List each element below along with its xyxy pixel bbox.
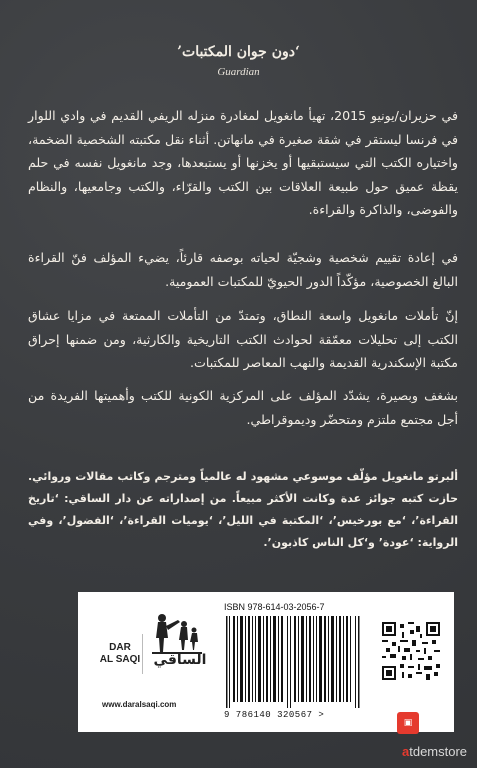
watermark-prefix: a: [402, 744, 410, 759]
barcode-icon: [224, 616, 364, 708]
logo-divider: [142, 634, 143, 674]
store-badge-icon: ▣: [397, 712, 419, 734]
author-bio: ألبرتو مانغويل مؤلّف موسوعي مشهود له عالمياً ومترجم وكاتب مقالات وروائي. حازت كتبه جوائز عدة وكانت الأكثر مبيعاً. من إصداراته عن دار الساقي: ‘تاريخ القراءة’، ‘مع بورخيس’، ‘المكتبة في الليل’، ‘يوميات القراءة’، ‘الفضول’، وفي الرواية: ‘عودة’ و‘كل الناس كاذبون’.: [28, 470, 458, 549]
isbn-label: ISBN 978-614-03-2056-7: [224, 602, 325, 612]
publisher-website: www.daralsaqi.com: [102, 700, 177, 709]
publisher-logo-line1: DAR: [109, 642, 131, 653]
press-source: Guardian: [217, 66, 260, 78]
blurb-paragraph-4: بشغف وبصيرة، يشدّد المؤلف على المركزية الكونية للكتب وأهميتها الفريدة من أجل مجتمع ملتزم ومتحضّر وديموقراطي.: [28, 388, 458, 427]
publisher-logo-latin: [96, 642, 144, 666]
qr-code-icon: [382, 622, 440, 680]
press-quote: ‘دون جوان المكتبات’: [177, 44, 300, 60]
blurb-paragraph-1: في حزيران/يونيو 2015، تهيأ مانغويل لمغادرة منزله الريفي القديم في وادي اللوار في فرنسا ليستقر في شقة صغيرة في مانهاتن. أثناء نقل مكتبته الشخصية الضخمة، واختياره الكتب التي سيستبقيها أو يخزنها أو يستبعدها، وجد مانغويل نفسه في حلم يقظة عميق حول طبيعة العلاقات بين الكتب والقرّاء، والكتب وجامعيها، والنظام والفوضى، والذاكرة والقراءة.: [28, 108, 458, 217]
store-watermark: [402, 744, 467, 759]
blurb-paragraph-2: في إعادة تقييم شخصية وشجيّة لحياته بوصفه قارئاً، يضيء المؤلف فنّ القراءة البالغ الخصوصية، مؤكّداً الدور الحيويّ للمكتبات العمومية.: [28, 250, 458, 289]
blurb-paragraph-3: إنّ تأملات مانغويل واسعة النطاق، وتمتدّ من التأملات الممتعة في مزايا عشاق الكتب إلى تحليلات معمّقة لحوادث الكتب التاريخية والكارثية، ومن ضمنها إحراق مكتبة الإسكندرية القديمة والنهب المعاصر للمكتبات.: [28, 308, 458, 370]
barcode-panel: [78, 592, 454, 732]
isbn-digits: 9 786140 320567 >: [224, 710, 325, 720]
watermark-suffix: tdemstore: [409, 744, 468, 759]
publisher-logo-arabic: الساقي: [153, 652, 207, 668]
publisher-logo-line2: AL SAQI: [99, 654, 141, 665]
